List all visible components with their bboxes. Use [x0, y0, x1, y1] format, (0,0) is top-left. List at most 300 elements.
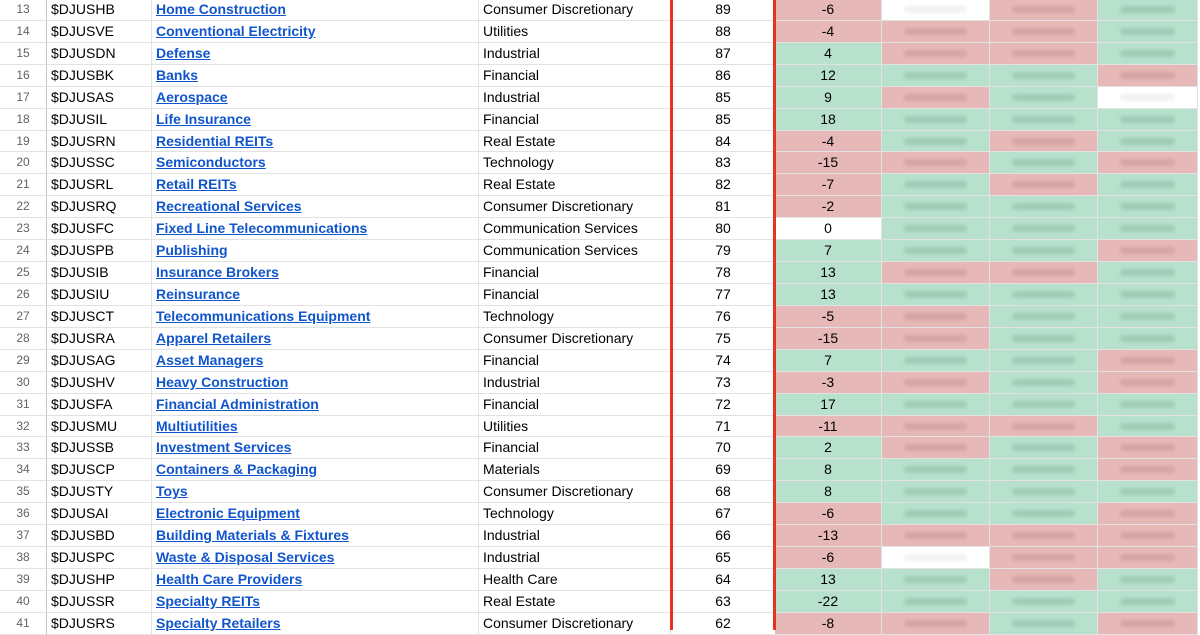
rank-change-cell[interactable]: 17 — [775, 394, 882, 416]
industry-link[interactable]: Toys — [156, 483, 188, 500]
sector-cell[interactable]: Industrial — [479, 547, 671, 569]
table-row — [0, 547, 1200, 569]
redacted-text — [904, 50, 967, 57]
industry-link[interactable]: Health Care Providers — [156, 570, 303, 587]
rank-change-cell[interactable]: 18 — [775, 109, 882, 131]
ticker-cell[interactable]: $DJUSBD — [47, 525, 152, 547]
industry-name-cell[interactable] — [152, 569, 479, 591]
sector-cell[interactable]: Financial — [479, 65, 671, 87]
rank-change-cell[interactable]: -4 — [775, 131, 882, 153]
industry-name-cell[interactable] — [152, 547, 479, 569]
rank-change-cell[interactable]: 7 — [775, 350, 882, 372]
rank-change-cell[interactable]: 13 — [775, 284, 882, 306]
industry-name-cell[interactable] — [152, 394, 479, 416]
redacted-cell-3[interactable] — [1098, 350, 1198, 372]
row-header[interactable]: 14 — [0, 21, 47, 43]
ticker-cell[interactable]: $DJUSSC — [47, 152, 152, 174]
redacted-cell-2[interactable] — [990, 416, 1098, 438]
redacted-cell-2[interactable] — [990, 459, 1098, 481]
row-header[interactable]: 21 — [0, 174, 47, 196]
redacted-cell-2[interactable] — [990, 0, 1098, 21]
redacted-cell-1[interactable] — [882, 131, 990, 153]
ticker-cell[interactable]: $DJUSHV — [47, 372, 152, 394]
industry-link[interactable]: Telecommunications Equipment — [156, 307, 371, 324]
industry-link[interactable]: Containers & Packaging — [156, 461, 318, 478]
redacted-text — [904, 181, 967, 188]
industry-link[interactable]: Fixed Line Telecommunications — [156, 220, 368, 237]
ticker-cell[interactable]: $DJUSCP — [47, 459, 152, 481]
industry-name-cell[interactable] — [152, 613, 479, 635]
redacted-cell-3[interactable] — [1098, 65, 1198, 87]
redacted-cell-3[interactable] — [1098, 613, 1198, 635]
redacted-cell-3[interactable] — [1098, 459, 1198, 481]
sector-cell[interactable]: Health Care — [479, 569, 671, 591]
row-header[interactable]: 15 — [0, 43, 47, 65]
ticker-cell[interactable]: $DJUSRA — [47, 328, 152, 350]
rank-change-cell[interactable]: -4 — [775, 21, 882, 43]
sector-cell[interactable]: Real Estate — [479, 131, 671, 153]
ticker-cell[interactable]: $DJUSAS — [47, 87, 152, 109]
row-header[interactable]: 40 — [0, 591, 47, 613]
redacted-cell-3[interactable] — [1098, 131, 1198, 153]
industry-name-cell[interactable] — [152, 87, 479, 109]
redacted-cell-2[interactable] — [990, 350, 1098, 372]
rank-cell[interactable]: 85 — [671, 109, 775, 131]
redacted-cell-3[interactable] — [1098, 218, 1198, 240]
industry-name-cell[interactable] — [152, 503, 479, 525]
industry-name-cell[interactable] — [152, 591, 479, 613]
industry-name-cell[interactable] — [152, 284, 479, 306]
rank-change-cell[interactable]: -13 — [775, 525, 882, 547]
row-header[interactable]: 29 — [0, 350, 47, 372]
sector-cell[interactable]: Financial — [479, 437, 671, 459]
rank-cell[interactable]: 87 — [671, 43, 775, 65]
rank-cell[interactable]: 74 — [671, 350, 775, 372]
rank-change-cell[interactable]: -5 — [775, 306, 882, 328]
row-header[interactable]: 27 — [0, 306, 47, 328]
redacted-cell-1[interactable] — [882, 109, 990, 131]
ticker-cell[interactable]: $DJUSFA — [47, 394, 152, 416]
ticker-cell[interactable]: $DJUSRN — [47, 131, 152, 153]
rank-cell[interactable]: 63 — [671, 591, 775, 613]
redacted-cell-1[interactable] — [882, 547, 990, 569]
industry-link[interactable]: Home Construction — [156, 1, 286, 17]
sector-cell[interactable]: Financial — [479, 284, 671, 306]
row-header[interactable]: 34 — [0, 459, 47, 481]
industry-link[interactable]: Reinsurance — [156, 285, 241, 302]
rank-cell[interactable]: 69 — [671, 459, 775, 481]
ticker-cell[interactable]: $DJUSPC — [47, 547, 152, 569]
ticker-cell[interactable]: $DJUSIU — [47, 284, 152, 306]
redacted-cell-1[interactable] — [882, 569, 990, 591]
redacted-cell-2[interactable] — [990, 65, 1098, 87]
row-header[interactable]: 17 — [0, 87, 47, 109]
redacted-cell-3[interactable] — [1098, 240, 1198, 262]
sector-cell[interactable]: Financial — [479, 262, 671, 284]
row-header[interactable]: 19 — [0, 131, 47, 153]
industry-link[interactable]: Financial Administration — [156, 395, 319, 412]
sector-cell[interactable]: Industrial — [479, 372, 671, 394]
industry-name-cell[interactable] — [152, 109, 479, 131]
sector-cell[interactable]: Technology — [479, 306, 671, 328]
redacted-text — [904, 554, 967, 561]
rank-cell[interactable]: 76 — [671, 306, 775, 328]
industry-name-cell[interactable] — [152, 43, 479, 65]
row-header[interactable]: 13 — [0, 0, 47, 21]
redacted-cell-2[interactable] — [990, 240, 1098, 262]
ticker-cell[interactable]: $DJUSCT — [47, 306, 152, 328]
row-header[interactable]: 28 — [0, 328, 47, 350]
rank-change-cell[interactable]: 8 — [775, 459, 882, 481]
redacted-cell-3[interactable] — [1098, 525, 1198, 547]
row-header[interactable]: 26 — [0, 284, 47, 306]
redacted-cell-1[interactable] — [882, 437, 990, 459]
redacted-cell-1[interactable] — [882, 481, 990, 503]
row-header[interactable]: 31 — [0, 394, 47, 416]
row-header[interactable]: 24 — [0, 240, 47, 262]
redacted-cell-3[interactable] — [1098, 306, 1198, 328]
redacted-cell-3[interactable] — [1098, 394, 1198, 416]
redacted-cell-2[interactable] — [990, 547, 1098, 569]
redacted-cell-3[interactable] — [1098, 569, 1198, 591]
rank-cell[interactable]: 65 — [671, 547, 775, 569]
industry-link[interactable]: Residential REITs — [156, 132, 274, 149]
redacted-cell-2[interactable] — [990, 131, 1098, 153]
redacted-cell-3[interactable] — [1098, 262, 1198, 284]
ticker-cell[interactable]: $DJUSHP — [47, 569, 152, 591]
redacted-cell-1[interactable] — [882, 525, 990, 547]
rank-change-cell[interactable]: 13 — [775, 262, 882, 284]
rank-change-cell[interactable]: 9 — [775, 87, 882, 109]
industry-name-cell[interactable] — [152, 437, 479, 459]
row-header[interactable]: 16 — [0, 65, 47, 87]
sector-cell[interactable]: Industrial — [479, 43, 671, 65]
ticker-cell[interactable]: $DJUSDN — [47, 43, 152, 65]
industry-name-cell[interactable] — [152, 459, 479, 481]
redacted-cell-3[interactable] — [1098, 547, 1198, 569]
redacted-cell-3[interactable] — [1098, 284, 1198, 306]
row-header[interactable]: 35 — [0, 481, 47, 503]
row-header[interactable]: 37 — [0, 525, 47, 547]
rank-change-cell[interactable]: 0 — [775, 218, 882, 240]
sector-cell[interactable]: Technology — [479, 503, 671, 525]
ticker-cell[interactable]: $DJUSTY — [47, 481, 152, 503]
redacted-cell-2[interactable] — [990, 481, 1098, 503]
row-header[interactable]: 41 — [0, 613, 47, 635]
sector-cell[interactable]: Real Estate — [479, 174, 671, 196]
redacted-cell-2[interactable] — [990, 569, 1098, 591]
rank-cell[interactable]: 83 — [671, 152, 775, 174]
industry-link[interactable]: Building Materials & Fixtures — [156, 527, 349, 544]
redacted-cell-2[interactable] — [990, 43, 1098, 65]
rank-change-cell[interactable]: 8 — [775, 481, 882, 503]
redacted-cell-3[interactable] — [1098, 21, 1198, 43]
ticker-cell[interactable]: $DJUSSR — [47, 591, 152, 613]
industry-link[interactable]: Banks — [156, 66, 199, 83]
sector-cell[interactable]: Communication Services — [479, 218, 671, 240]
industry-link[interactable]: Specialty REITs — [156, 592, 261, 609]
rank-cell[interactable]: 78 — [671, 262, 775, 284]
industry-name-cell[interactable] — [152, 152, 479, 174]
redacted-cell-1[interactable] — [882, 613, 990, 635]
row-header[interactable]: 20 — [0, 152, 47, 174]
industry-link[interactable]: Waste & Disposal Services — [156, 549, 335, 566]
industry-name-cell[interactable] — [152, 416, 479, 438]
rank-change-cell[interactable]: 12 — [775, 65, 882, 87]
sector-cell[interactable]: Communication Services — [479, 240, 671, 262]
redacted-cell-3[interactable] — [1098, 328, 1198, 350]
sector-cell[interactable]: Financial — [479, 109, 671, 131]
rank-cell[interactable]: 62 — [671, 613, 775, 635]
industry-name-cell[interactable] — [152, 65, 479, 87]
redacted-cell-3[interactable] — [1098, 503, 1198, 525]
row-header[interactable]: 22 — [0, 196, 47, 218]
rank-cell[interactable]: 79 — [671, 240, 775, 262]
redacted-cell-2[interactable] — [990, 503, 1098, 525]
rank-cell[interactable]: 64 — [671, 569, 775, 591]
rank-change-cell[interactable]: 7 — [775, 240, 882, 262]
industry-link[interactable]: Defense — [156, 44, 211, 61]
redacted-cell-1[interactable] — [882, 459, 990, 481]
sector-cell[interactable]: Real Estate — [479, 591, 671, 613]
rank-cell[interactable]: 67 — [671, 503, 775, 525]
redacted-cell-1[interactable] — [882, 262, 990, 284]
redacted-cell-1[interactable] — [882, 21, 990, 43]
redacted-cell-3[interactable] — [1098, 43, 1198, 65]
industry-link[interactable]: Retail REITs — [156, 176, 237, 193]
redacted-cell-2[interactable] — [990, 21, 1098, 43]
row-header[interactable]: 36 — [0, 503, 47, 525]
redacted-cell-2[interactable] — [990, 525, 1098, 547]
redacted-cell-2[interactable] — [990, 218, 1098, 240]
rank-change-cell[interactable]: -6 — [775, 503, 882, 525]
redacted-cell-3[interactable] — [1098, 416, 1198, 438]
row-header[interactable]: 39 — [0, 569, 47, 591]
industry-name-cell[interactable] — [152, 306, 479, 328]
ticker-cell[interactable]: $DJUSRQ — [47, 196, 152, 218]
industry-link[interactable]: Publishing — [156, 242, 228, 259]
redacted-text — [1012, 401, 1075, 408]
ticker-cell[interactable]: $DJUSIB — [47, 262, 152, 284]
row-header[interactable]: 23 — [0, 218, 47, 240]
ticker-cell[interactable]: $DJUSFC — [47, 218, 152, 240]
redacted-cell-1[interactable] — [882, 284, 990, 306]
redacted-cell-2[interactable] — [990, 87, 1098, 109]
redacted-cell-1[interactable] — [882, 196, 990, 218]
redacted-cell-1[interactable] — [882, 306, 990, 328]
rank-change-cell[interactable]: -8 — [775, 613, 882, 635]
redacted-text — [1120, 444, 1175, 451]
industry-link[interactable]: Asset Managers — [156, 351, 264, 368]
sector-cell[interactable]: Industrial — [479, 525, 671, 547]
sector-cell[interactable]: Utilities — [479, 21, 671, 43]
industry-name-cell[interactable] — [152, 372, 479, 394]
sector-cell[interactable]: Materials — [479, 459, 671, 481]
redacted-cell-1[interactable] — [882, 591, 990, 613]
industry-name-cell[interactable] — [152, 525, 479, 547]
redacted-cell-1[interactable] — [882, 328, 990, 350]
rank-cell[interactable]: 85 — [671, 87, 775, 109]
redacted-cell-1[interactable] — [882, 240, 990, 262]
redacted-cell-1[interactable] — [882, 503, 990, 525]
industry-name-cell[interactable] — [152, 174, 479, 196]
industry-name-cell[interactable] — [152, 196, 479, 218]
sector-cell[interactable]: Industrial — [479, 87, 671, 109]
rank-cell[interactable]: 73 — [671, 372, 775, 394]
rank-change-cell[interactable]: -11 — [775, 416, 882, 438]
redacted-cell-1[interactable] — [882, 350, 990, 372]
redacted-cell-3[interactable] — [1098, 174, 1198, 196]
industry-name-cell[interactable] — [152, 481, 479, 503]
industry-link[interactable]: Heavy Construction — [156, 373, 289, 390]
redacted-cell-2[interactable] — [990, 109, 1098, 131]
ticker-cell[interactable]: $DJUSVE — [47, 21, 152, 43]
redacted-cell-3[interactable] — [1098, 591, 1198, 613]
redacted-cell-1[interactable] — [882, 43, 990, 65]
industry-name-cell[interactable] — [152, 328, 479, 350]
sector-cell[interactable]: Consumer Discretionary — [479, 481, 671, 503]
industry-link[interactable]: Multiutilities — [156, 417, 238, 434]
rank-cell[interactable]: 75 — [671, 328, 775, 350]
industry-link[interactable]: Electronic Equipment — [156, 505, 300, 522]
industry-name-cell[interactable] — [152, 218, 479, 240]
redacted-cell-2[interactable] — [990, 284, 1098, 306]
industry-name-cell[interactable] — [152, 0, 479, 21]
ticker-cell[interactable]: $DJUSPB — [47, 240, 152, 262]
row-header[interactable]: 33 — [0, 437, 47, 459]
sector-cell[interactable]: Utilities — [479, 416, 671, 438]
redacted-cell-1[interactable] — [882, 372, 990, 394]
redacted-cell-1[interactable] — [882, 416, 990, 438]
ticker-cell[interactable]: $DJUSBK — [47, 65, 152, 87]
redacted-cell-1[interactable] — [882, 152, 990, 174]
row-header[interactable]: 32 — [0, 416, 47, 438]
sector-cell[interactable]: Consumer Discretionary — [479, 328, 671, 350]
rank-cell[interactable]: 86 — [671, 65, 775, 87]
redacted-cell-3[interactable] — [1098, 437, 1198, 459]
redacted-cell-3[interactable] — [1098, 481, 1198, 503]
industry-name-cell[interactable] — [152, 262, 479, 284]
rank-change-cell[interactable]: -15 — [775, 328, 882, 350]
sector-cell[interactable]: Consumer Discretionary — [479, 613, 671, 635]
rank-cell[interactable]: 81 — [671, 196, 775, 218]
sector-cell[interactable]: Financial — [479, 394, 671, 416]
rank-cell[interactable]: 82 — [671, 174, 775, 196]
redacted-cell-2[interactable] — [990, 174, 1098, 196]
rank-change-cell[interactable]: -6 — [775, 547, 882, 569]
redacted-cell-2[interactable] — [990, 372, 1098, 394]
rank-cell[interactable]: 70 — [671, 437, 775, 459]
sector-cell[interactable]: Consumer Discretionary — [479, 0, 671, 21]
rank-change-cell[interactable]: 13 — [775, 569, 882, 591]
redacted-cell-1[interactable] — [882, 87, 990, 109]
redacted-cell-3[interactable] — [1098, 372, 1198, 394]
redacted-cell-3[interactable] — [1098, 87, 1198, 109]
redacted-cell-2[interactable] — [990, 394, 1098, 416]
table-row — [0, 328, 1200, 350]
rank-cell[interactable]: 84 — [671, 131, 775, 153]
ticker-cell[interactable]: $DJUSHB — [47, 0, 152, 21]
redacted-cell-3[interactable] — [1098, 152, 1198, 174]
rank-cell[interactable]: 66 — [671, 525, 775, 547]
redacted-cell-1[interactable] — [882, 65, 990, 87]
industry-link[interactable]: Aerospace — [156, 88, 228, 105]
industry-link[interactable]: Insurance Brokers — [156, 264, 279, 281]
redacted-cell-1[interactable] — [882, 218, 990, 240]
rank-change-cell[interactable]: -7 — [775, 174, 882, 196]
row-header[interactable]: 30 — [0, 372, 47, 394]
redacted-cell-2[interactable] — [990, 262, 1098, 284]
redacted-cell-2[interactable] — [990, 152, 1098, 174]
rank-change-cell[interactable]: -6 — [775, 0, 882, 21]
sector-cell[interactable]: Consumer Discretionary — [479, 196, 671, 218]
rank-change-cell[interactable]: -3 — [775, 372, 882, 394]
rank-cell[interactable]: 77 — [671, 284, 775, 306]
sector-cell[interactable]: Technology — [479, 152, 671, 174]
redacted-cell-1[interactable] — [882, 0, 990, 21]
rank-cell[interactable]: 89 — [671, 0, 775, 21]
rank-change-cell[interactable]: -2 — [775, 196, 882, 218]
industry-link[interactable]: Conventional Electricity — [156, 22, 316, 39]
ticker-cell[interactable]: $DJUSRS — [47, 613, 152, 635]
row-header[interactable]: 38 — [0, 547, 47, 569]
redacted-cell-2[interactable] — [990, 306, 1098, 328]
industry-link[interactable]: Specialty Retailers — [156, 614, 281, 631]
industry-name-cell[interactable] — [152, 21, 479, 43]
row-header[interactable]: 18 — [0, 109, 47, 131]
ticker-cell[interactable]: $DJUSMU — [47, 416, 152, 438]
redacted-cell-3[interactable] — [1098, 0, 1198, 21]
redacted-cell-2[interactable] — [990, 196, 1098, 218]
industry-link[interactable]: Life Insurance — [156, 110, 251, 127]
redacted-cell-2[interactable] — [990, 328, 1098, 350]
sector-cell[interactable]: Financial — [479, 350, 671, 372]
redacted-text — [1120, 488, 1175, 495]
redacted-text — [904, 379, 967, 386]
redacted-cell-1[interactable] — [882, 394, 990, 416]
rank-change-cell[interactable]: 4 — [775, 43, 882, 65]
rank-change-cell[interactable]: -22 — [775, 591, 882, 613]
redacted-cell-2[interactable] — [990, 437, 1098, 459]
industry-link[interactable]: Investment Services — [156, 439, 292, 456]
rank-cell[interactable]: 72 — [671, 394, 775, 416]
rank-change-cell[interactable]: -15 — [775, 152, 882, 174]
industry-name-cell[interactable] — [152, 350, 479, 372]
ticker-cell[interactable]: $DJUSIL — [47, 109, 152, 131]
redacted-text — [1012, 313, 1075, 320]
rank-change-cell[interactable]: 2 — [775, 437, 882, 459]
redacted-cell-2[interactable] — [990, 613, 1098, 635]
ticker-cell[interactable]: $DJUSAI — [47, 503, 152, 525]
industry-link[interactable]: Apparel Retailers — [156, 329, 272, 346]
rank-cell[interactable]: 71 — [671, 416, 775, 438]
ticker-cell[interactable]: $DJUSSB — [47, 437, 152, 459]
redacted-cell-2[interactable] — [990, 591, 1098, 613]
redacted-cell-3[interactable] — [1098, 109, 1198, 131]
redacted-cell-3[interactable] — [1098, 196, 1198, 218]
ticker-cell[interactable]: $DJUSAG — [47, 350, 152, 372]
redacted-cell-1[interactable] — [882, 174, 990, 196]
industry-link[interactable]: Semiconductors — [156, 154, 266, 171]
industry-link[interactable]: Recreational Services — [156, 198, 302, 215]
industry-name-cell[interactable] — [152, 240, 479, 262]
rank-cell[interactable]: 68 — [671, 481, 775, 503]
rank-cell[interactable]: 80 — [671, 218, 775, 240]
rank-cell[interactable]: 88 — [671, 21, 775, 43]
row-header[interactable]: 25 — [0, 262, 47, 284]
industry-name-cell[interactable] — [152, 131, 479, 153]
ticker-cell[interactable]: $DJUSRL — [47, 174, 152, 196]
